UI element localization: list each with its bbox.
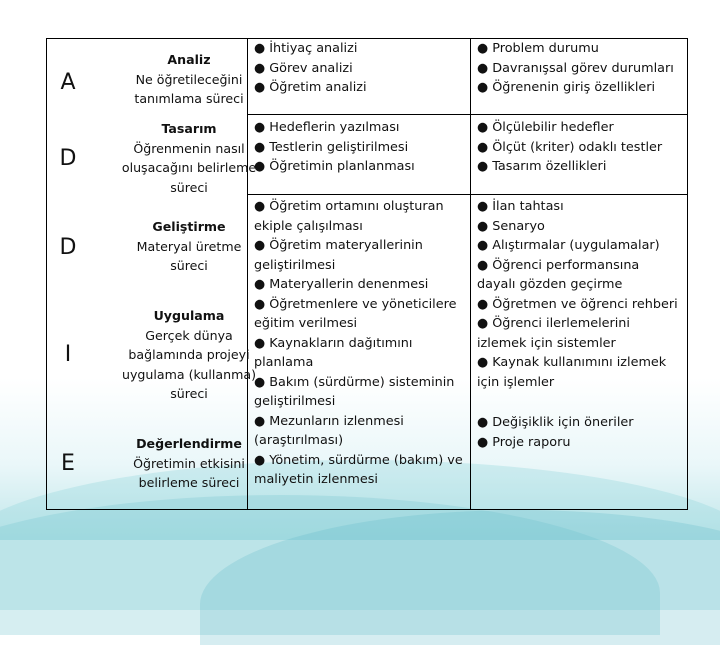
list-item: ● Öğretmenlere ve yöneticilere	[254, 296, 457, 312]
list-item: ● Bakım (sürdürme) sisteminin	[254, 374, 455, 390]
table-border	[247, 194, 688, 195]
list-item: için işlemler	[477, 374, 555, 390]
list-item: izlemek için sistemler	[477, 335, 616, 351]
analysis-activities	[254, 39, 472, 98]
phase-letter-d1: D	[59, 146, 77, 171]
list-item: ● Davranışsal görev durumları	[477, 60, 674, 76]
phase-title: Geliştirme	[152, 219, 226, 234]
phase-desc-line: süreci	[170, 179, 208, 195]
list-item: ● Senaryo	[477, 218, 545, 234]
list-item: ● Kaynak kullanımını izlemek	[477, 355, 667, 370]
phase-desc-line: Ne öğretileceğini	[135, 71, 243, 87]
list-item: ● Alıştırmalar (uygulamalar)	[477, 238, 660, 253]
phase-desc-line: belirleme süreci	[138, 475, 240, 490]
phase-desc-line: Öğretimin etkisini	[133, 455, 245, 471]
list-item: ● Yönetim, sürdürme (bakım) ve	[254, 452, 463, 468]
list-item: ● Öğrenci ilerlemelerini	[477, 316, 630, 331]
phase-desc-line: süreci	[170, 258, 208, 273]
development-implementation-evaluation-activities	[254, 197, 472, 490]
list-item: ● Proje raporu	[477, 434, 571, 450]
list-item: ● Mezunların izlenmesi	[254, 413, 404, 429]
table-border	[46, 38, 47, 510]
phase-desc-line: süreci	[170, 386, 208, 401]
list-item: ekiple çalışılması	[254, 218, 363, 234]
list-item: ● Öğretim materyallerinin	[254, 238, 423, 253]
list-item: ● Ölçülebilir hedefler	[477, 120, 614, 135]
list-item: ● Öğretimin planlanması	[254, 159, 415, 174]
list-item: planlama	[254, 355, 314, 370]
list-item: geliştirilmesi	[254, 394, 336, 409]
list-item: ● Değişiklik için öneriler	[477, 415, 634, 430]
list-item: ● Görev analizi	[254, 60, 353, 76]
phase-title: Uygulama	[153, 308, 225, 323]
phase-title: Analiz	[167, 52, 211, 67]
table-border	[247, 114, 688, 115]
phase-desc-line: Materyal üretme	[136, 238, 242, 254]
list-item: ● Öğretmen ve öğrenci rehberi	[477, 296, 678, 312]
phase-desc-line: Öğrenmenin nasıl	[133, 140, 245, 156]
development-implementation-outputs	[477, 197, 687, 392]
phase-letter-i: I	[64, 342, 72, 367]
list-item: ● Problem durumu	[477, 41, 599, 56]
list-item: ● Öğrenci performansına	[477, 257, 640, 273]
design-activities	[254, 118, 472, 177]
phase-letter-d2: D	[59, 235, 77, 260]
list-item: dayalı gözden geçirme	[477, 277, 623, 292]
table-border	[46, 509, 688, 510]
phase-title: Tasarım	[161, 121, 217, 136]
table-border	[687, 38, 688, 510]
list-item: ● Öğrenenin giriş özellikleri	[477, 80, 656, 95]
list-item: ● İhtiyaç analizi	[254, 41, 358, 56]
phase-letter-a: A	[60, 70, 76, 95]
list-item: ● Hedeflerin yazılması	[254, 120, 400, 135]
phase-desc-line: bağlamında projeyi	[128, 347, 250, 362]
list-item: ● Kaynakların dağıtımını	[254, 335, 413, 351]
phase-title: Değerlendirme	[136, 436, 242, 451]
list-item: geliştirilmesi	[254, 257, 336, 273]
phase-desc-line: uygulama (kullanma)	[121, 366, 256, 382]
list-item: (araştırılması)	[254, 433, 344, 448]
list-item: ● Tasarım özellikleri	[477, 159, 607, 174]
phase-desc-line: tanımlama süreci	[134, 91, 244, 106]
phase-letter-e: E	[61, 451, 75, 476]
list-item: ● Ölçüt (kriter) odaklı testler	[477, 139, 663, 155]
list-item: ● Materyallerin denenmesi	[254, 277, 429, 292]
list-item: ● Testlerin geliştirilmesi	[254, 139, 409, 155]
list-item: ● Öğretim analizi	[254, 80, 367, 95]
addie-table	[46, 38, 688, 510]
phase-desc-line: oluşacağını belirleme	[121, 160, 257, 175]
list-item: eğitim verilmesi	[254, 316, 358, 331]
phase-desc-line: Gerçek dünya	[145, 327, 233, 343]
list-item: maliyetin izlenmesi	[254, 472, 378, 487]
design-outputs	[477, 118, 687, 177]
analysis-outputs	[477, 39, 687, 98]
list-item: ● İlan tahtası	[477, 199, 564, 214]
evaluation-outputs	[477, 413, 687, 452]
list-item: ● Öğretim ortamını oluşturan	[254, 199, 444, 214]
